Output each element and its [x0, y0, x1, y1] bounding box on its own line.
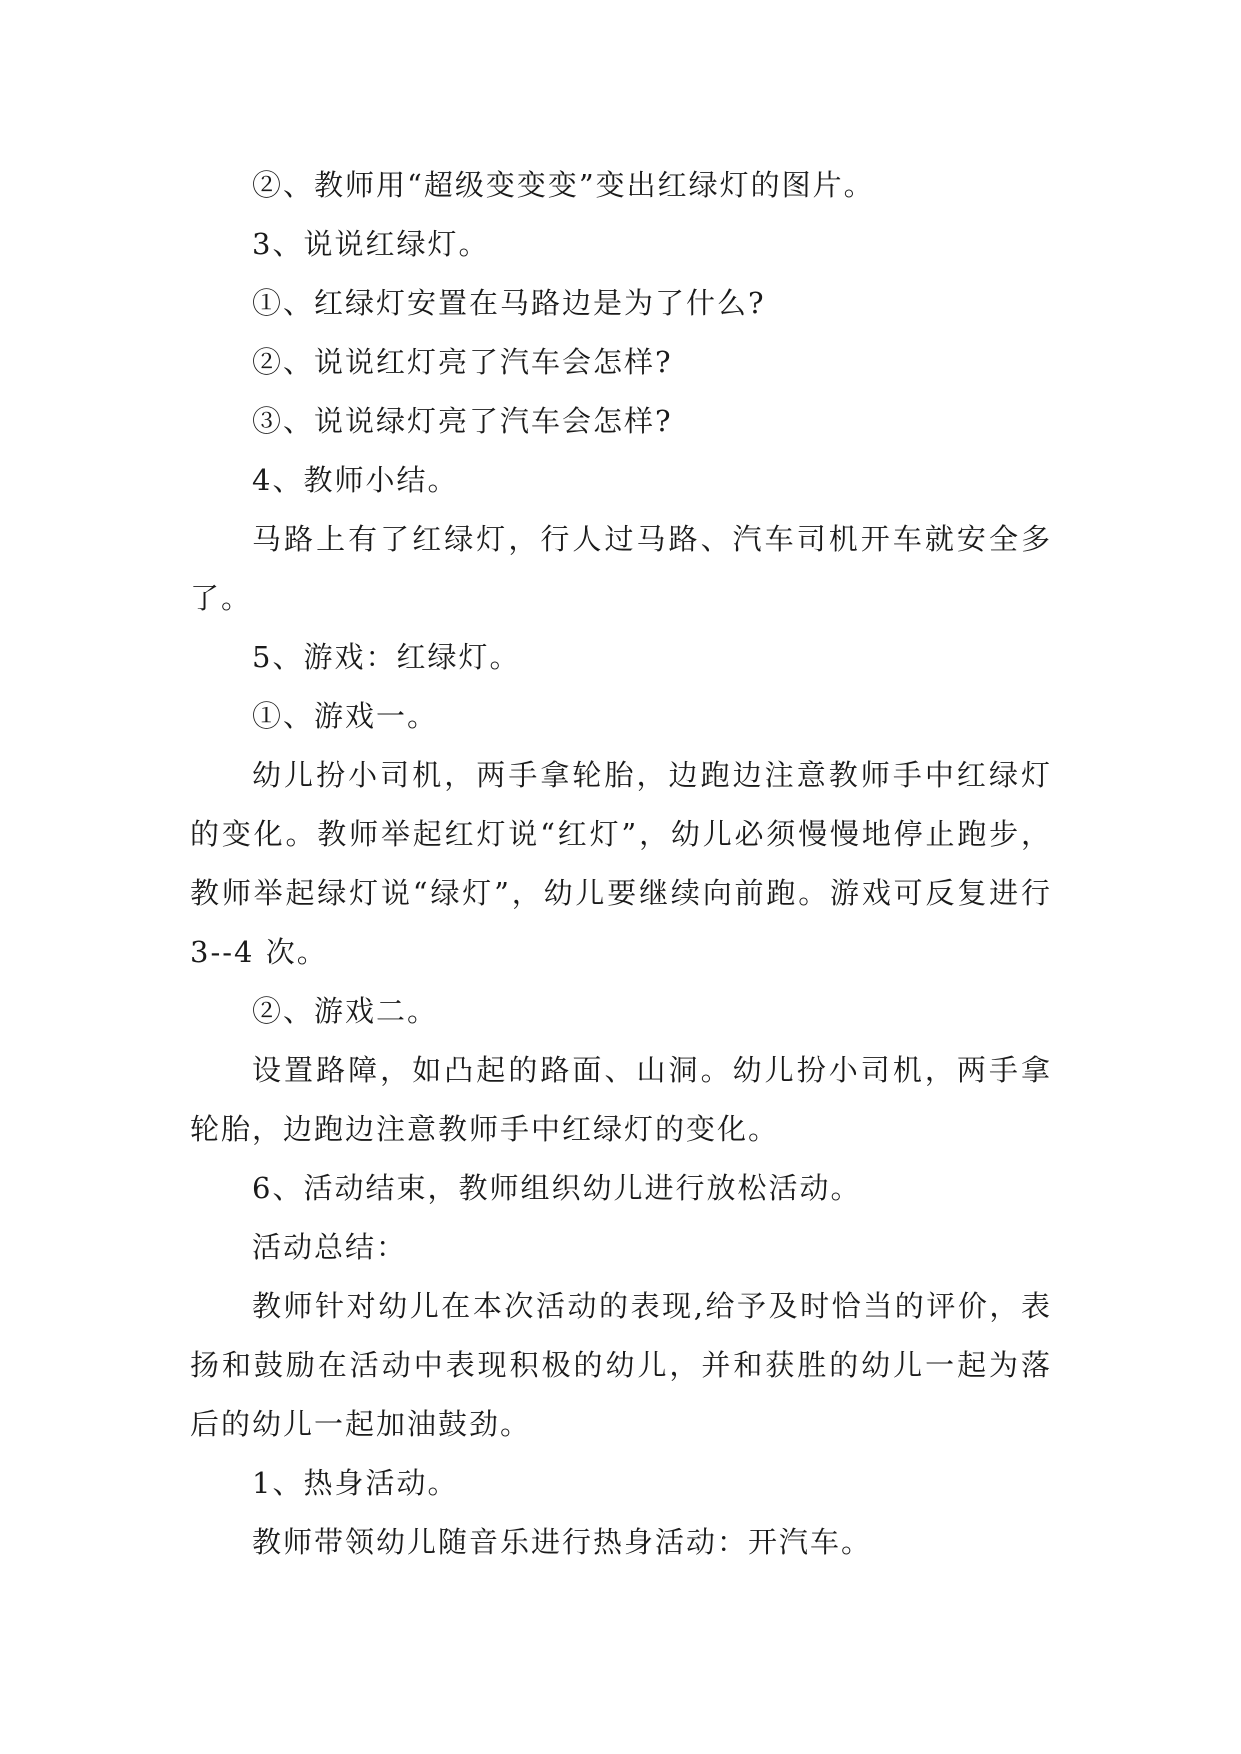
paragraph: 5、游戏：红绿灯。 [252, 640, 521, 674]
paragraph: ①、游戏一。 [252, 699, 439, 733]
paragraph: ②、教师用“超级变变变”变出红绿灯的图片。 [252, 168, 875, 202]
paragraph: 活动总结： [252, 1230, 408, 1264]
paragraph: ③、说说绿灯亮了汽车会怎样? [252, 404, 673, 438]
paragraph: ②、游戏二。 [252, 994, 439, 1028]
paragraph: ①、红绿灯安置在马路边是为了什么? [252, 286, 766, 320]
paragraph: 1、热身活动。 [252, 1466, 459, 1500]
paragraph: 6、活动结束，教师组织幼儿进行放松活动。 [252, 1171, 862, 1205]
paragraph: 设置路障，如凸起的路面、山洞。幼儿扮小司机，两手拿轮胎，边跑边注意教师手中红绿灯的变化。 [190, 1053, 1052, 1146]
paragraph: 教师带领幼儿随音乐进行热身活动：开汽车。 [252, 1525, 873, 1559]
paragraph: 3、说说红绿灯。 [252, 227, 490, 261]
paragraph: 幼儿扮小司机，两手拿轮胎，边跑边注意教师手中红绿灯的变化。教师举起红灯说“红灯”，幼儿必须慢慢地停止跑步，教师举起绿灯说“绿灯”，幼儿要继续向前跑。游戏可反复进行 3--4 次。 [190, 758, 1052, 969]
paragraph: 4、教师小结。 [252, 463, 459, 497]
document-body [190, 156, 1052, 1572]
paragraph: 马路上有了红绿灯，行人过马路、汽车司机开车就安全多了。 [190, 522, 1052, 615]
paragraph: 教师针对幼儿在本次活动的表现,给予及时恰当的评价，表扬和鼓励在活动中表现积极的幼儿，并和获胜的幼儿一起为落后的幼儿一起加油鼓劲。 [190, 1289, 1052, 1441]
paragraph: ②、说说红灯亮了汽车会怎样? [252, 345, 673, 379]
